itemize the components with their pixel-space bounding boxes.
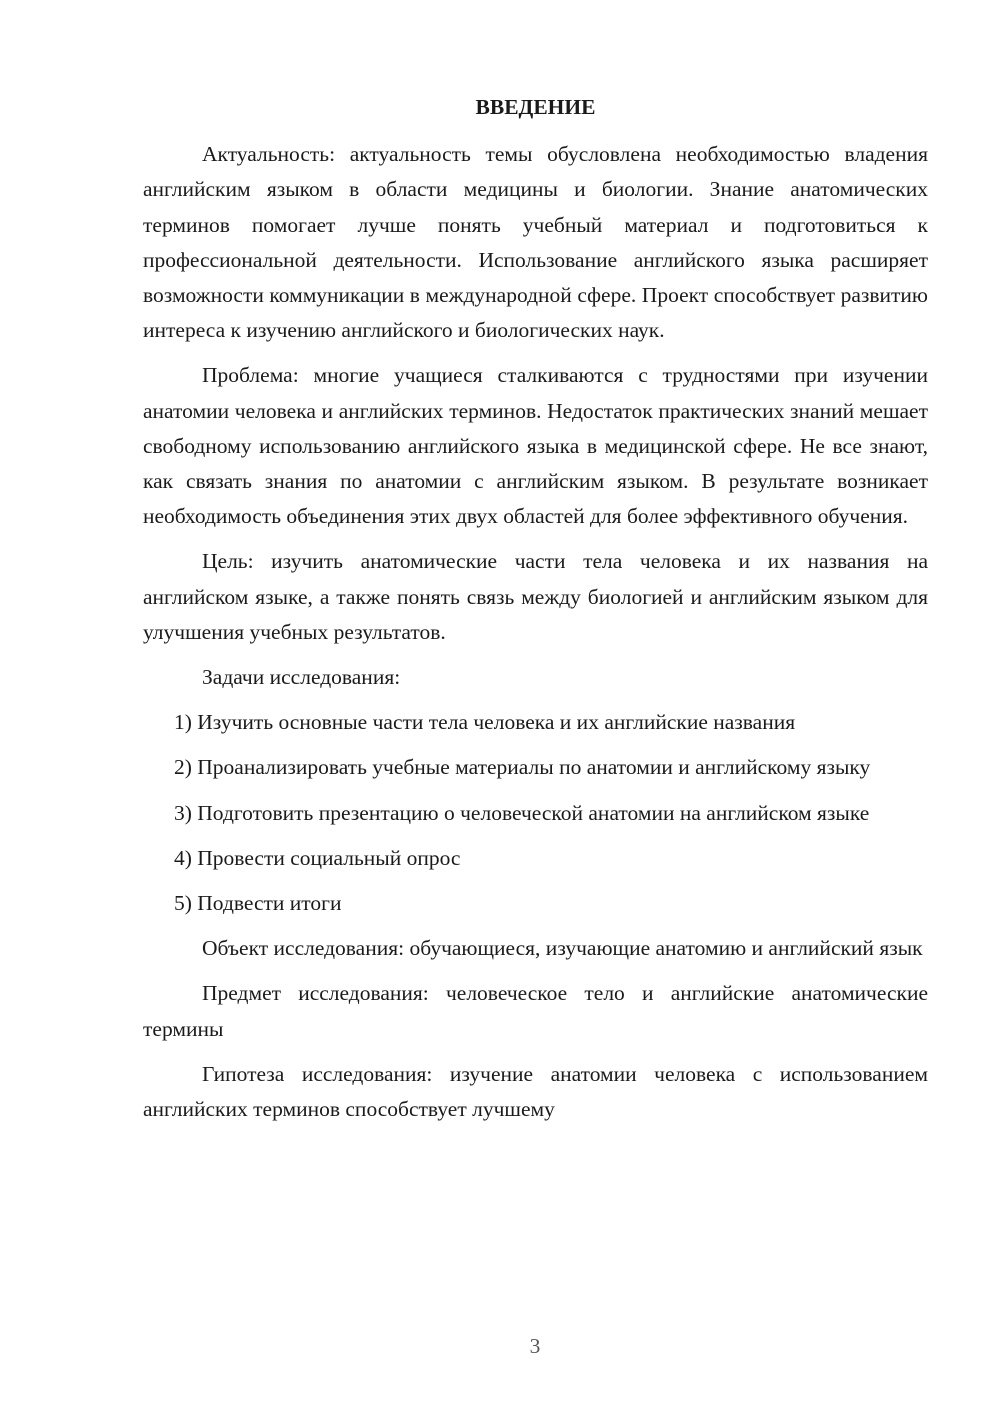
subject-paragraph: Предмет исследования: человеческое тело и английские анатомические термины <box>143 981 928 1041</box>
task-item-5: 5) Подвести итоги <box>174 891 342 916</box>
task-item-1: 1) Изучить основные части тела человека и их английские названия <box>174 710 796 735</box>
task-item-3: 3) Подготовить презентацию о человеческой анатомии на английском языке <box>174 800 870 825</box>
task-item-2: 2) Проанализировать учебные материалы по анатомии и английскому языку <box>174 755 871 780</box>
relevance-paragraph: Актуальность: актуальность темы обусловлена необходимостью владения английским языком в области медицины и биологии. Знание анатомических терминов помогает лучше понять учебный материал и подготовиться к профессиональной деятельности. Использование английского языка расширяет возможности коммуникации в международной сфере. Проект способствует развитию интереса к изучению английского и биологических наук. <box>143 142 928 343</box>
object-paragraph: Объект исследования: обучающиеся, изучающие анатомию и английский язык <box>202 936 923 961</box>
page-number: 3 <box>529 1334 541 1358</box>
tasks-heading: Задачи исследования: <box>202 665 401 690</box>
goal-paragraph: Цель: изучить анатомические части тела человека и их названия на английском языке, а также понять связь между биологией и английским языком для улучшения учебных результатов. <box>143 549 928 644</box>
hypothesis-paragraph: Гипотеза исследования: изучение анатомии человека с использованием английских терминов способствует лучшему <box>143 1061 928 1122</box>
section-title: ВВЕДЕНИЕ <box>475 95 596 119</box>
problem-paragraph: Проблема: многие учащиеся сталкиваются с трудностями при изучении анатомии человека и английских терминов. Недостаток практических знаний мешает свободному использованию английского языка в медицинской сфере. Не все знают, как связать знания по анатомии с английским языком. В результате возникает необходимость объединения этих двух областей для более эффективного обучения. <box>143 363 928 529</box>
task-item-4: 4) Провести социальный опрос <box>174 845 461 870</box>
document-page <box>143 90 928 1137</box>
